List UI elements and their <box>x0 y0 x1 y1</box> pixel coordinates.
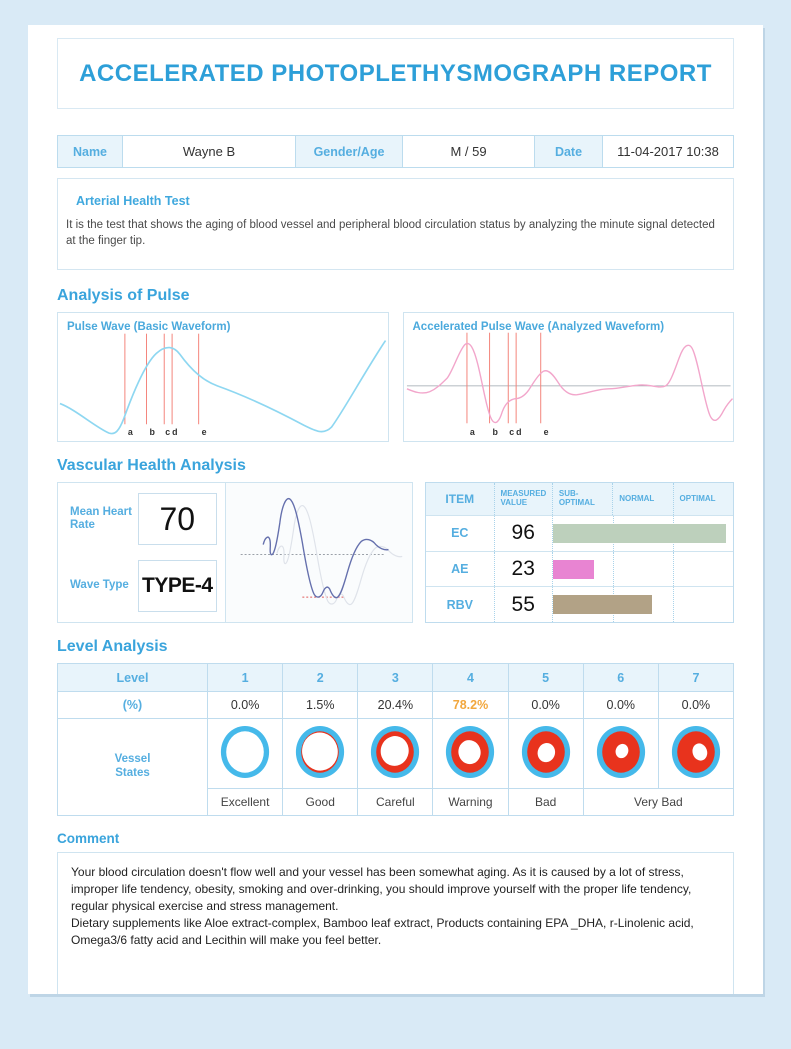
vessel-state-icon-7 <box>658 719 733 789</box>
comment-box <box>57 852 734 994</box>
status-careful: Careful <box>358 789 433 816</box>
level-label: Level <box>58 664 208 692</box>
arterial-health-test-box <box>57 178 734 270</box>
percent-label: (%) <box>58 692 208 719</box>
vessel-states-label: Vessel States <box>58 719 208 816</box>
table-row-ae <box>426 551 733 587</box>
level-col-5: 5 <box>508 664 583 692</box>
marker-d-label: d <box>172 427 178 438</box>
pulse-charts-row <box>57 312 734 442</box>
vascular-health-panel <box>57 482 734 623</box>
vessel-state-icon-4 <box>433 719 508 789</box>
status-excellent: Excellent <box>208 789 283 816</box>
name-value: Wayne B <box>122 136 295 167</box>
measured-bar <box>553 524 726 543</box>
item-value: 23 <box>494 552 552 587</box>
item-range <box>552 552 733 587</box>
marker-b-label: b <box>149 427 155 438</box>
level-col-4: 4 <box>433 664 508 692</box>
comment-paragraph-2: Dietary supplements like Aloe extract-complex, Bamboo leaf extract, Products containing EPA _DHA, r-Linolenic acid, Omega3/6 fatty acid and Lecithin will make you feel better. <box>71 916 694 948</box>
wave-type-label: Wave Type <box>70 579 129 592</box>
col-optimal: OPTIMAL <box>673 483 733 515</box>
report-page <box>28 25 763 994</box>
vessel-icon <box>443 722 497 782</box>
mean-heart-rate-value: 70 <box>138 493 217 545</box>
marker-a-label: a <box>469 427 475 438</box>
level-percent-7: 0.0% <box>658 692 733 719</box>
arterial-description: It is the test that shows the aging of blood vessel and peripheral blood circulation status by analyzing the minute signal detected at the finger tip. <box>66 219 715 247</box>
item-value: 96 <box>494 516 552 551</box>
vessel-icon <box>218 722 272 782</box>
basic-waveform-title: Pulse Wave (Basic Waveform) <box>67 321 231 334</box>
vascular-values <box>58 483 226 622</box>
basic-waveform-chart <box>57 312 389 442</box>
vessel-states-row <box>58 719 734 789</box>
level-header-row <box>58 664 734 692</box>
vessel-icon <box>669 722 723 782</box>
percent-row <box>58 692 734 719</box>
measured-table-header <box>426 483 733 515</box>
arterial-heading: Arterial Health Test <box>76 194 190 208</box>
vascular-summary-box <box>57 482 413 623</box>
level-percent-1: 0.0% <box>208 692 283 719</box>
vessel-icon <box>368 722 422 782</box>
vessel-icon <box>594 722 648 782</box>
level-col-2: 2 <box>283 664 358 692</box>
mean-heart-rate-row <box>70 493 217 545</box>
measured-bar <box>553 595 652 614</box>
comment-heading: Comment <box>57 831 120 847</box>
item-range <box>552 516 733 551</box>
marker-a-label: a <box>127 427 133 438</box>
col-measured-value: MEASURED VALUE <box>494 483 552 515</box>
level-percent-5: 0.0% <box>508 692 583 719</box>
marker-e-label: e <box>543 427 549 438</box>
wave-type-value: TYPE-4 <box>138 560 217 612</box>
level-col-1: 1 <box>208 664 283 692</box>
marker-b-label: b <box>492 427 498 438</box>
col-item: ITEM <box>445 492 475 507</box>
item-label: EC <box>451 526 469 541</box>
table-row-ec <box>426 515 733 551</box>
status-very-bad: Very Bad <box>583 789 733 816</box>
vessel-state-icon-1 <box>208 719 283 789</box>
vessel-state-icon-3 <box>358 719 433 789</box>
comment-paragraph-1: Your blood circulation doesn't flow well and your vessel has been somewhat aging. As it is caused by a lot of stress, improper life tendency, obesity, smoking and over-drinking, you should improve yourself with the proper life tendency, regular physical exercise and stress management. <box>71 865 692 914</box>
date-value: 11-04-2017 10:38 <box>602 136 733 167</box>
level-col-6: 6 <box>583 664 658 692</box>
vessel-icon <box>519 722 573 782</box>
mean-heart-rate-label: Mean Heart Rate <box>70 505 132 532</box>
level-percent-2: 1.5% <box>283 692 358 719</box>
level-percent-4: 78.2% <box>433 692 508 719</box>
item-value: 55 <box>494 587 552 622</box>
gender-age-value: M / 59 <box>402 136 534 167</box>
analysis-of-pulse-heading: Analysis of Pulse <box>57 287 190 305</box>
level-analysis-heading: Level Analysis <box>57 638 168 656</box>
gender-age-label: Gender/Age <box>295 136 402 167</box>
analyzed-waveform-title: Accelerated Pulse Wave (Analyzed Waveform) <box>412 321 665 334</box>
col-normal: NORMAL <box>612 483 672 515</box>
patient-info-bar <box>57 135 734 168</box>
vessel-state-icon-6 <box>583 719 658 789</box>
table-row-rbv <box>426 586 733 622</box>
status-good: Good <box>283 789 358 816</box>
marker-c-label: c <box>508 427 514 438</box>
report-title-box <box>57 38 734 109</box>
measured-bar <box>553 560 594 579</box>
marker-e-label: e <box>201 427 207 438</box>
marker-c-label: c <box>165 427 171 438</box>
wave-type-plot <box>226 483 412 622</box>
measured-table-body <box>426 515 733 622</box>
wave-type-thumbnail <box>226 483 412 622</box>
date-label: Date <box>534 136 602 167</box>
level-col-7: 7 <box>658 664 733 692</box>
name-label: Name <box>58 136 122 167</box>
marker-d-label: d <box>515 427 522 438</box>
page-title: ACCELERATED PHOTOPLETHYSMOGRAPH REPORT <box>79 59 712 87</box>
col-sub-optimal: SUB-OPTIMAL <box>552 483 612 515</box>
item-label: AE <box>451 562 469 577</box>
measured-value-table <box>425 482 734 623</box>
vessel-icon <box>293 722 347 782</box>
vessel-state-icon-5 <box>508 719 583 789</box>
level-percent-6: 0.0% <box>583 692 658 719</box>
status-bad: Bad <box>508 789 583 816</box>
status-warning: Warning <box>433 789 508 816</box>
level-col-3: 3 <box>358 664 433 692</box>
item-range <box>552 587 733 622</box>
wave-type-row <box>70 560 217 612</box>
analyzed-waveform-chart <box>403 312 735 442</box>
level-percent-3: 20.4% <box>358 692 433 719</box>
level-analysis-table <box>57 663 734 816</box>
vessel-state-icon-2 <box>283 719 358 789</box>
item-label: RBV <box>446 597 473 612</box>
vascular-health-heading: Vascular Health Analysis <box>57 457 246 475</box>
